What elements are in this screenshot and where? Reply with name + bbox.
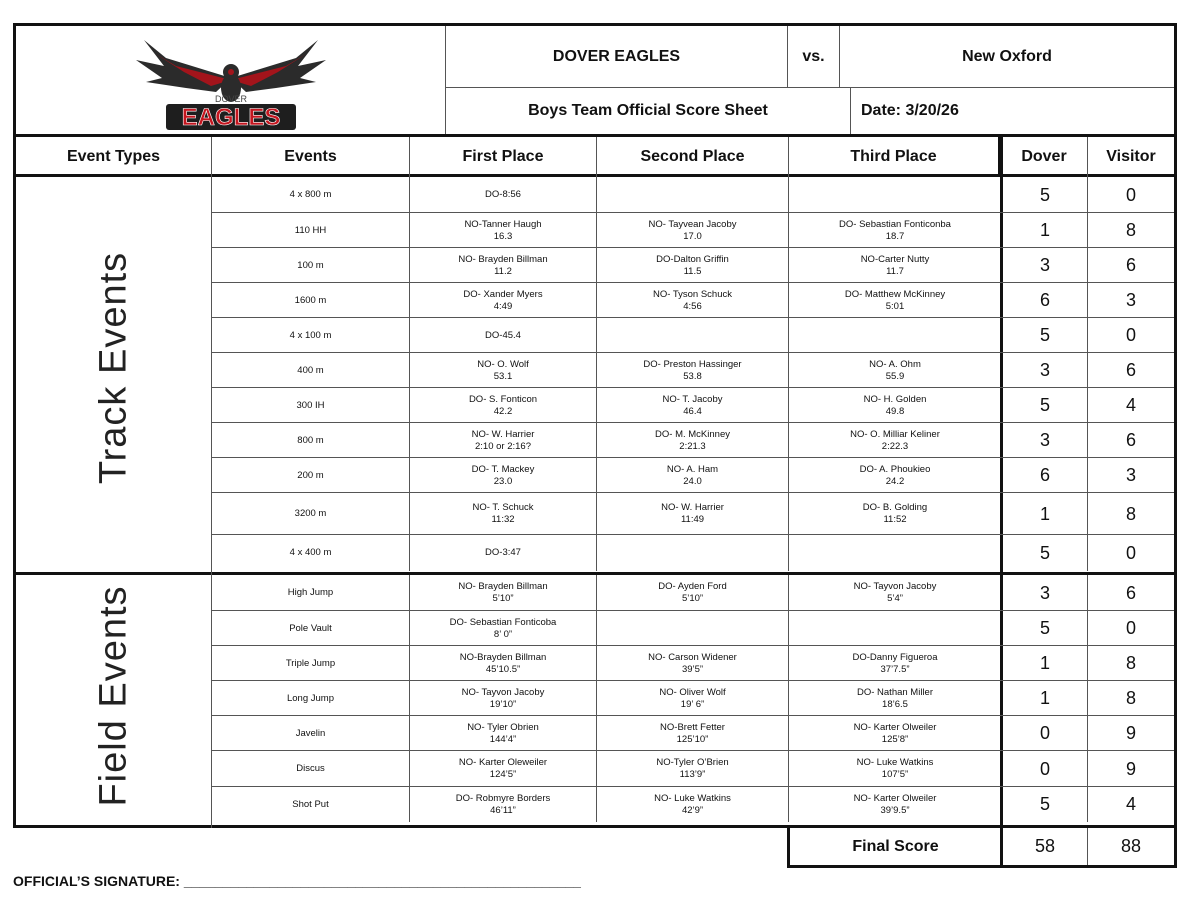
track-points-visitor: 0	[1125, 542, 1136, 563]
track-second-athlete: NO- Tayvean Jacoby	[648, 218, 737, 230]
col-second-place: Second Place	[597, 137, 789, 177]
field-event-cell	[212, 681, 410, 716]
track-first-athlete: DO-8:56	[485, 189, 521, 200]
track-points-dover: 3	[1039, 360, 1050, 380]
field-dover-cell	[1003, 681, 1088, 716]
final-score-label: Final Score	[852, 837, 939, 855]
field-first-athlete: NO-Brayden Billman	[459, 651, 547, 663]
field-visitor-cell	[1088, 681, 1174, 716]
track-dover-cell	[1003, 283, 1088, 318]
track-third-cell	[789, 353, 1001, 388]
track-visitor-cell	[1088, 353, 1174, 388]
track-third-cell	[789, 177, 1001, 213]
logo-main-text: EAGLES	[181, 104, 281, 131]
logo-top-text: DOVER	[214, 94, 248, 104]
track-second-cell	[597, 318, 789, 353]
meet-date: Date: 3/20/26	[861, 102, 959, 119]
track-event-cell	[212, 388, 410, 423]
track-points-dover: 5	[1039, 542, 1050, 563]
field-third-athlete: NO- Karter Olweiler	[853, 721, 937, 733]
track-second-cell	[597, 248, 789, 283]
track-first-athlete: NO-Tanner Haugh	[464, 218, 542, 230]
track-second-athlete: NO- W. Harrier	[661, 502, 724, 513]
track-event-name: 800 m	[297, 434, 324, 446]
track-dover-cell	[1003, 535, 1088, 571]
field-event-name: High Jump	[287, 587, 334, 598]
track-first-cell	[410, 423, 597, 458]
track-second-mark: 11:49	[680, 514, 705, 525]
field-points-visitor: 8	[1125, 653, 1136, 673]
track-first-athlete: DO-45.4	[485, 329, 521, 341]
field-visitor-cell	[1088, 646, 1174, 681]
track-visitor-cell	[1088, 283, 1174, 318]
track-third-athlete: DO- A. Phoukieo	[859, 463, 931, 475]
field-first-cell	[410, 575, 597, 611]
team-logo	[16, 26, 446, 134]
track-first-athlete: NO- O. Wolf	[477, 358, 529, 370]
field-third-mark: 37’7.5”	[880, 663, 910, 675]
field-second-athlete: NO-Tyler O’Brien	[656, 757, 729, 768]
track-second-mark: 24.0	[683, 475, 702, 487]
track-visitor-cell	[1088, 318, 1174, 353]
field-third-mark: 5’4”	[887, 593, 903, 604]
track-first-cell	[410, 388, 597, 423]
field-visitor-cell	[1088, 787, 1174, 822]
field-first-athlete: NO- Tyler Obrien	[467, 721, 539, 733]
track-first-athlete: DO-3:47	[485, 547, 521, 558]
field-third-cell	[789, 611, 1001, 646]
field-third-cell	[789, 751, 1001, 787]
track-third-athlete: NO- H. Golden	[863, 393, 927, 405]
field-points-visitor: 9	[1125, 723, 1136, 743]
track-second-cell	[597, 353, 789, 388]
field-dover-cell	[1003, 751, 1088, 787]
track-event-cell	[212, 248, 410, 283]
track-third-cell	[789, 248, 1001, 283]
field-first-mark: 144’4”	[489, 733, 517, 745]
track-first-athlete: NO- T. Schuck	[472, 502, 534, 513]
track-visitor-cell	[1088, 493, 1174, 535]
track-dover-cell	[1003, 458, 1088, 493]
track-third-athlete: DO- Matthew McKinney	[844, 288, 946, 300]
field-first-mark: 124’5”	[489, 769, 517, 780]
track-dover-cell	[1003, 318, 1088, 353]
track-third-athlete: NO- O. Milliar Keliner	[850, 428, 940, 440]
track-points-visitor: 8	[1125, 503, 1136, 524]
field-event-cell	[212, 751, 410, 787]
track-first-mark: 23.0	[493, 475, 513, 487]
track-event-name: 1600 m	[294, 294, 327, 306]
track-event-cell	[212, 283, 410, 318]
field-third-cell	[789, 575, 1001, 611]
track-third-cell	[789, 493, 1001, 535]
field-first-athlete: NO- Brayden Billman	[458, 581, 548, 592]
track-second-athlete: DO- M. McKinney	[655, 428, 730, 440]
field-points-visitor: 0	[1125, 618, 1136, 638]
track-visitor-cell	[1088, 458, 1174, 493]
field-third-athlete: NO- Luke Watkins	[856, 757, 934, 768]
field-points-dover: 5	[1039, 618, 1050, 638]
vs-label: vs.	[788, 26, 840, 88]
field-first-athlete: NO- Karter Oleweiler	[458, 757, 548, 768]
track-second-mark: 46.4	[683, 405, 702, 417]
field-second-cell	[597, 751, 789, 787]
field-event-cell	[212, 611, 410, 646]
track-third-mark: 49.8	[885, 405, 905, 417]
track-second-cell	[597, 423, 789, 458]
track-event-name: 4 x 100 m	[289, 329, 332, 341]
track-second-athlete: NO- A. Ham	[666, 463, 719, 475]
col-event-types: Event Types	[16, 137, 212, 177]
field-points-visitor: 9	[1125, 758, 1136, 779]
track-dover-cell	[1003, 493, 1088, 535]
track-event-name: 4 x 400 m	[289, 547, 332, 558]
track-second-cell	[597, 177, 789, 213]
field-first-mark: 19’10”	[489, 698, 517, 710]
field-first-athlete: NO- Tayvon Jacoby	[461, 686, 545, 698]
field-points-dover: 1	[1039, 653, 1050, 673]
field-third-mark: 125’8”	[881, 733, 909, 745]
visitor-team-name: New Oxford	[840, 26, 1174, 88]
track-third-cell	[789, 458, 1001, 493]
track-second-athlete: NO- T. Jacoby	[662, 393, 723, 405]
field-third-athlete: DO- Nathan Miller	[856, 686, 934, 698]
field-third-athlete: NO- Tayvon Jacoby	[853, 581, 937, 592]
field-points-visitor: 8	[1125, 688, 1136, 708]
field-third-cell	[789, 716, 1001, 751]
field-first-cell	[410, 787, 597, 822]
track-points-dover: 5	[1039, 325, 1050, 345]
track-third-cell	[789, 388, 1001, 423]
field-second-athlete: NO- Luke Watkins	[654, 792, 731, 804]
track-event-cell	[212, 458, 410, 493]
field-second-cell	[597, 575, 789, 611]
track-second-cell	[597, 388, 789, 423]
field-third-cell	[789, 787, 1001, 822]
track-dover-cell	[1003, 248, 1088, 283]
field-event-name: Shot Put	[292, 798, 329, 810]
sheet-title: Boys Team Official Score Sheet	[446, 88, 851, 134]
track-event-cell	[212, 177, 410, 213]
field-second-mark: 125’10”	[676, 733, 709, 745]
field-dover-cell	[1003, 646, 1088, 681]
track-points-visitor: 0	[1125, 184, 1136, 205]
col-visitor: Visitor	[1106, 148, 1156, 165]
track-third-cell	[789, 213, 1001, 248]
track-first-cell	[410, 318, 597, 353]
track-visitor-cell	[1088, 423, 1174, 458]
track-dover-cell	[1003, 388, 1088, 423]
col-first-place: First Place	[410, 137, 597, 177]
track-third-mark: 24.2	[885, 475, 905, 487]
field-points-visitor: 6	[1125, 582, 1136, 603]
track-points-dover: 5	[1039, 395, 1050, 415]
field-first-athlete: DO- Sebastian Fonticoba	[449, 616, 557, 628]
track-third-athlete: NO-Carter Nutty	[860, 253, 930, 265]
track-points-visitor: 4	[1125, 395, 1136, 415]
field-second-mark: 39’5”	[681, 663, 704, 675]
field-first-cell	[410, 751, 597, 787]
field-points-visitor: 4	[1125, 794, 1136, 814]
field-second-cell	[597, 646, 789, 681]
track-event-name: 200 m	[297, 469, 324, 481]
field-visitor-cell	[1088, 716, 1174, 751]
track-points-visitor: 6	[1125, 255, 1136, 275]
track-event-name: 300 IH	[296, 399, 325, 411]
track-first-mark: 11:32	[491, 514, 515, 525]
track-third-mark: 55.9	[885, 370, 905, 382]
track-points-dover: 5	[1039, 184, 1050, 205]
field-event-cell	[212, 575, 410, 611]
track-first-mark: 42.2	[493, 405, 513, 417]
track-dover-cell	[1003, 177, 1088, 213]
track-third-mark: 11:52	[883, 514, 907, 525]
track-second-cell	[597, 213, 789, 248]
track-event-name: 100 m	[297, 259, 324, 271]
field-first-cell	[410, 681, 597, 716]
track-third-mark: 5:01	[885, 300, 905, 312]
track-second-mark: 11.5	[683, 265, 702, 277]
track-event-cell	[212, 353, 410, 388]
col-third-place: Third Place	[789, 137, 1001, 177]
field-first-mark: 45’10.5”	[485, 663, 521, 675]
track-third-cell	[789, 423, 1001, 458]
track-second-mark: 17.0	[683, 230, 702, 242]
field-points-dover: 5	[1039, 794, 1050, 814]
track-first-athlete: DO- T. Mackey	[471, 463, 535, 475]
track-dover-cell	[1003, 353, 1088, 388]
field-first-mark: 5’10”	[492, 593, 514, 604]
field-second-athlete: NO-Brett Fetter	[660, 721, 725, 733]
track-third-mark: 2:22.3	[881, 440, 909, 452]
track-first-cell	[410, 177, 597, 213]
track-visitor-cell	[1088, 177, 1174, 213]
home-team-name: DOVER EAGLES	[446, 26, 788, 88]
track-first-cell	[410, 458, 597, 493]
track-second-cell	[597, 535, 789, 571]
col-events: Events	[212, 137, 410, 177]
track-points-dover: 1	[1039, 503, 1050, 524]
track-third-cell	[789, 535, 1001, 571]
track-event-name: 4 x 800 m	[289, 189, 332, 200]
field-event-cell	[212, 787, 410, 822]
track-first-cell	[410, 493, 597, 535]
field-third-mark: 107’5”	[881, 769, 909, 780]
track-dover-cell	[1003, 213, 1088, 248]
track-second-mark: 2:21.3	[679, 440, 706, 452]
field-visitor-cell	[1088, 611, 1174, 646]
track-event-cell	[212, 493, 410, 535]
field-event-cell	[212, 646, 410, 681]
track-visitor-cell	[1088, 213, 1174, 248]
track-second-athlete: DO-Dalton Griffin	[656, 253, 729, 265]
track-second-mark: 53.8	[683, 370, 702, 382]
track-visitor-cell	[1088, 248, 1174, 283]
track-second-athlete: DO- Preston Hassinger	[643, 358, 742, 370]
final-score-visitor: 88	[1120, 836, 1142, 856]
field-points-dover: 0	[1039, 758, 1050, 779]
track-first-athlete: NO- W. Harrier	[471, 428, 535, 440]
track-second-athlete: NO- Tyson Schuck	[652, 288, 733, 300]
final-score-dover: 58	[1003, 828, 1088, 865]
track-second-mark: 4:56	[683, 300, 702, 312]
field-first-cell	[410, 646, 597, 681]
field-second-cell	[597, 787, 789, 822]
track-first-cell	[410, 353, 597, 388]
field-dover-cell	[1003, 787, 1088, 822]
track-third-cell	[789, 283, 1001, 318]
field-second-athlete: NO- Carson Widener	[648, 651, 737, 663]
field-third-cell	[789, 681, 1001, 716]
track-first-cell	[410, 213, 597, 248]
track-event-cell	[212, 423, 410, 458]
field-points-dover: 1	[1039, 688, 1050, 708]
track-second-cell	[597, 283, 789, 318]
track-third-athlete: NO- A. Ohm	[869, 358, 921, 370]
track-points-visitor: 0	[1125, 325, 1136, 345]
field-visitor-cell	[1088, 751, 1174, 787]
field-second-mark: 113’9”	[679, 769, 706, 780]
track-points-dover: 6	[1039, 465, 1050, 485]
field-third-mark: 39’9.5”	[880, 804, 910, 816]
field-third-athlete: DO-Danny Figueroa	[852, 651, 938, 663]
track-first-cell	[410, 283, 597, 318]
field-events-label: Field Events	[92, 585, 135, 807]
field-second-athlete: DO- Ayden Ford	[658, 581, 727, 592]
track-points-dover: 3	[1039, 430, 1050, 450]
track-points-visitor: 8	[1125, 220, 1136, 240]
track-first-cell	[410, 535, 597, 571]
track-first-mark: 53.1	[493, 370, 513, 382]
field-dover-cell	[1003, 611, 1088, 646]
track-points-visitor: 3	[1125, 290, 1136, 310]
track-points-dover: 3	[1039, 255, 1050, 275]
track-first-mark: 11.2	[494, 265, 512, 277]
field-second-athlete: NO- Oliver Wolf	[659, 686, 726, 698]
field-third-athlete: NO- Karter Olweiler	[853, 792, 937, 804]
field-first-mark: 8’ 0”	[493, 628, 513, 640]
track-visitor-cell	[1088, 388, 1174, 423]
track-points-visitor: 6	[1125, 430, 1136, 450]
track-third-athlete: DO- B. Golding	[862, 502, 928, 513]
field-points-dover: 0	[1039, 723, 1050, 743]
track-first-athlete: NO- Brayden Billman	[458, 253, 548, 265]
track-second-cell	[597, 493, 789, 535]
field-second-mark: 5’10”	[681, 593, 704, 604]
field-third-cell	[789, 646, 1001, 681]
track-first-athlete: DO- S. Fonticon	[468, 393, 538, 405]
field-event-cell	[212, 716, 410, 751]
field-second-cell	[597, 681, 789, 716]
field-second-cell	[597, 611, 789, 646]
field-event-name: Triple Jump	[285, 657, 336, 669]
field-first-cell	[410, 611, 597, 646]
track-third-athlete: DO- Sebastian Fonticonba	[839, 218, 951, 230]
field-dover-cell	[1003, 575, 1088, 611]
track-event-name: 110 HH	[294, 224, 327, 236]
field-event-name: Pole Vault	[289, 622, 332, 634]
field-event-name: Javelin	[295, 727, 326, 739]
track-dover-cell	[1003, 423, 1088, 458]
track-third-mark: 11.7	[886, 265, 904, 277]
field-dover-cell	[1003, 716, 1088, 751]
field-event-name: Long Jump	[286, 692, 334, 704]
field-second-mark: 42’9”	[681, 804, 704, 816]
track-first-cell	[410, 248, 597, 283]
track-first-mark: 4:49	[493, 300, 513, 312]
track-event-cell	[212, 535, 410, 571]
track-event-cell	[212, 318, 410, 353]
field-points-dover: 3	[1039, 582, 1050, 603]
track-points-visitor: 3	[1125, 465, 1136, 485]
field-event-name: Discus	[296, 763, 325, 774]
field-first-athlete: DO- Robmyre Borders	[455, 792, 551, 804]
col-dover: Dover	[1001, 137, 1088, 177]
field-second-mark: 19’ 6”	[680, 698, 705, 710]
track-event-cell	[212, 213, 410, 248]
track-first-mark: 2:10 or 2:16?	[475, 440, 531, 452]
track-points-visitor: 6	[1125, 360, 1136, 380]
track-second-cell	[597, 458, 789, 493]
field-first-mark: 46’11”	[490, 804, 516, 816]
field-third-mark: 18’6.5	[882, 698, 908, 710]
track-first-athlete: DO- Xander Myers	[463, 288, 543, 300]
track-event-name: 3200 m	[294, 508, 327, 519]
field-visitor-cell	[1088, 575, 1174, 611]
track-event-name: 400 m	[297, 364, 324, 376]
track-events-label: Track Events	[92, 251, 135, 485]
track-points-dover: 6	[1039, 290, 1050, 310]
track-third-cell	[789, 318, 1001, 353]
eagle-icon	[16, 26, 446, 134]
track-third-mark: 18.7	[885, 230, 905, 242]
field-first-cell	[410, 716, 597, 751]
track-points-dover: 1	[1039, 220, 1050, 240]
track-first-mark: 16.3	[493, 230, 513, 242]
official-signature-line: OFFICIAL’S SIGNATURE: ___________________________________________________	[13, 873, 581, 889]
field-second-cell	[597, 716, 789, 751]
track-visitor-cell	[1088, 535, 1174, 571]
